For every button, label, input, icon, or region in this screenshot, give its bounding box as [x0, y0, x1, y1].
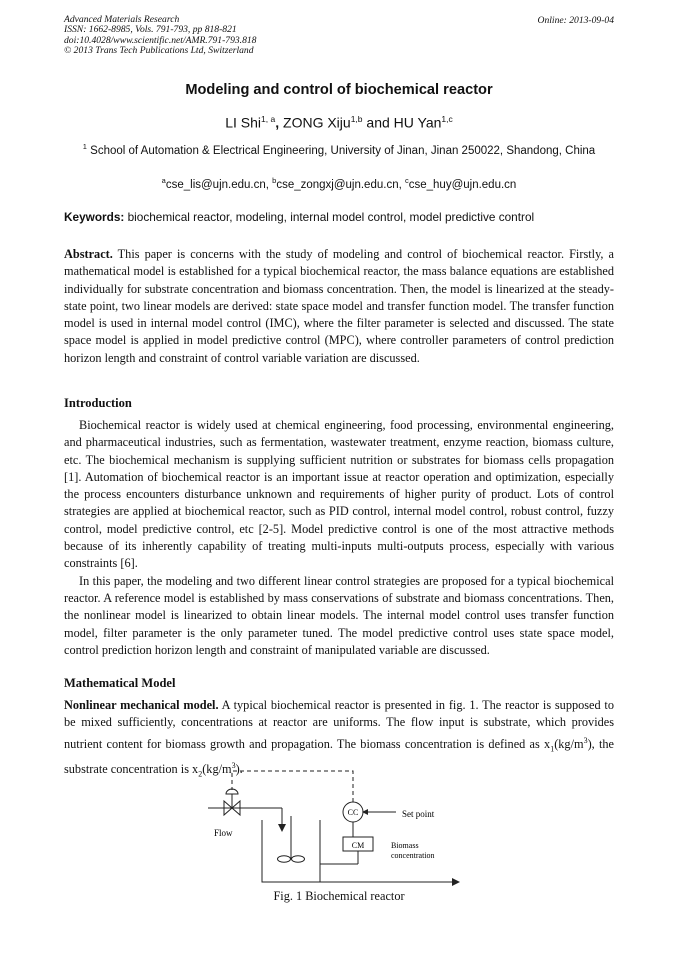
author-name: ZONG Xiju — [279, 114, 351, 131]
journal-metadata — [64, 15, 616, 57]
paper-title: Modeling and control of biochemical reactor — [185, 82, 493, 98]
flow-label: Flow — [214, 828, 233, 838]
inlet-arrowhead — [278, 824, 286, 832]
affiliation-superscript: 1 — [82, 142, 87, 151]
agitator-blade-left — [278, 856, 291, 862]
author-emails — [64, 176, 614, 191]
keywords — [64, 210, 614, 224]
nonlinear-model-text-mid: ), the substrate concentration is x — [64, 736, 614, 777]
section-heading-mathematical-model: Mathematical Model — [64, 676, 176, 690]
unit-superscript: 3 — [583, 735, 588, 745]
figure-caption: Fig. 1 Biochemical reactor — [273, 889, 405, 903]
author-list — [64, 114, 614, 131]
abstract-label: Abstract. — [64, 247, 113, 261]
control-signal-dashed-line — [232, 771, 353, 802]
journal-name: Advanced Materials Research — [64, 14, 180, 25]
agitator-blade-right — [292, 856, 305, 862]
nonlinear-model-text-end: ). — [235, 762, 243, 777]
abstract-text: This paper is concerns with the study of modeling and control of biochemical reactor. Firstly, a mathematical model is established for a typical biochemical reactor, the mass balance equations are established individually for substrate concentration and biomass concentration. Then, the model is linearized at the steady-state point, two linear models are derived: state space model and transfer function model. The transfer function model is used in internal model control (IMC), where the filter parameter is selected and discussed. The state space model is applied in model predictive control (MPC), where controller parameters of control prediction horizon length and constraint of control variable variation are discussed. — [64, 247, 614, 365]
x2-subscript: 2 — [198, 769, 203, 779]
email-superscript: b — [272, 176, 277, 185]
author-superscript: 1,c — [441, 114, 453, 124]
author-superscript: 1,b — [350, 114, 363, 124]
nonlinear-model-text: A typical biochemical reactor is presented in fig. 1. The reactor is supposed to be mixed sufficiently, concentrations at reactor are uniforms. The flow input is substrate, which provides nutrient content for biomass growth and propagation. The biomass concentration is defined as x — [64, 698, 614, 751]
abstract — [64, 246, 614, 367]
introduction-paragraph-1: Biochemical reactor is widely used at chemical engineering, food processing, environmental engineering, and pharmaceutical industries, such as fermentation, wastewater treatment, enzyme reaction, biomass culture, etc. The biochemical mechanism is supplying sufficient nutrition or substrates for biomass cells propagation [1]. Automation of biochemical reactor is an important issue at reactor operation and optimization, especially the process encounters disturbance unknown and requirements of higher purity of product. Lots of control strategies are applied at biochemical reactor, such as PID control, internal model control, robust control, fuzzy control, model predictive control, etc [2-5]. Model predictive control is one of the most attractive methods because of its inherently capability of treating multi-inputs multi-outputs process, especially with various constraints [6]. — [64, 418, 614, 571]
issn-line: ISSN: 1662-8985, Vols. 791-793, pp 818-821 — [64, 24, 237, 36]
email-superscript: a — [161, 176, 166, 185]
unit-text: (kg/m — [554, 736, 584, 751]
email-link[interactable]: cse_zongxj@ujn.edu.cn, — [276, 178, 405, 191]
author-separator: , — [275, 114, 280, 131]
outlet-arrowhead — [452, 878, 460, 886]
affiliation-text: School of Automation & Electrical Engineering, University of Jinan, Jinan 250022, Shandong, China — [86, 144, 596, 157]
email-superscript: c — [404, 176, 409, 185]
author-superscript: 1, a — [261, 114, 276, 124]
affiliation — [64, 139, 614, 159]
controller-label: CC — [347, 808, 359, 817]
unit-superscript: 3 — [231, 761, 236, 771]
biomass-label-line-1: Biomass — [391, 841, 419, 850]
introduction-body — [64, 417, 614, 659]
keywords-label: Keywords: — [64, 210, 125, 224]
biomass-label-line-2: concentration — [391, 851, 435, 860]
introduction-paragraph-2: In this paper, the modeling and two different linear control strategies are proposed for a typical biochemical reactor. A reference model is established by mass conservations of substrate and biomass concentrations. Then, the nonlinear model is linearized to obtain linear models. The internal model control uses transfer function model, filter parameter is the only parameter tuned. The model predictive control uses state space model, control prediction horizon length and constraint of manipulated variable are discussed. — [64, 573, 614, 657]
keywords-text: biochemical reactor, modeling, internal model control, model predictive control — [124, 210, 535, 224]
author-name: LI Shi — [225, 114, 262, 131]
author-conjunction: and — [362, 114, 394, 131]
biochemical-reactor-diagram — [190, 764, 480, 892]
nonlinear-model-label: Nonlinear mechanical model. — [64, 698, 219, 712]
set-point-label: Set point — [402, 809, 435, 819]
copyright-line: © 2013 Trans Tech Publications Ltd, Switzerland — [64, 45, 254, 57]
section-heading-introduction: Introduction — [64, 396, 132, 410]
measurement-label: CM — [351, 841, 365, 850]
email-link[interactable]: cse_huy@ujn.edu.cn — [408, 178, 517, 191]
doi-line: doi:10.4028/www.scientific.net/AMR.791-793.818 — [64, 34, 257, 46]
email-link[interactable]: cse_lis@ujn.edu.cn, — [165, 178, 273, 191]
x1-subscript: 1 — [550, 744, 555, 754]
unit-text: (kg/m — [202, 762, 232, 777]
author-name: HU Yan — [393, 114, 442, 131]
online-date: Online: 2013-09-04 — [537, 15, 614, 26]
